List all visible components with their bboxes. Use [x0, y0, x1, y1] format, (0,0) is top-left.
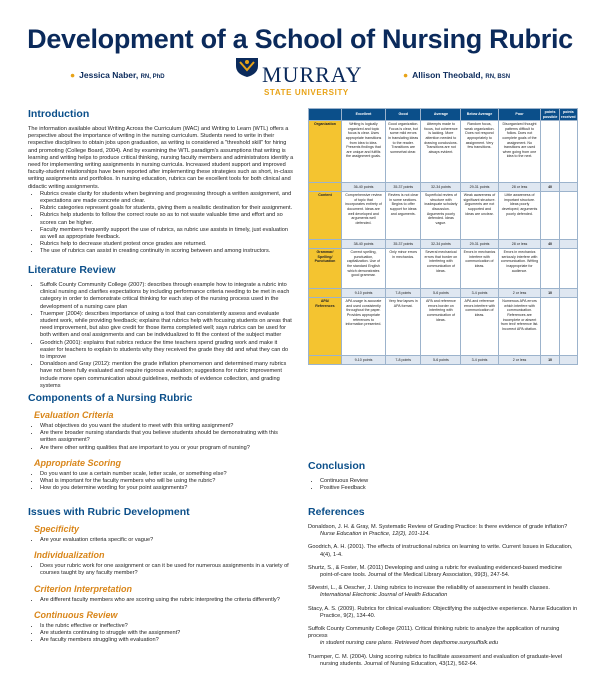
points-cell: 29-31 points — [461, 183, 498, 192]
points-received-cell — [559, 289, 577, 298]
points-cell: 3-4 points — [461, 356, 498, 365]
list-item: • Faculty members frequently support the use of rubrics, as rubric use assists in timely, just evaluation as well as appropriate feedback. — [40, 227, 294, 241]
points-cell: 35-37 points — [385, 183, 421, 192]
points-cell: 36-40 points — [342, 183, 386, 192]
points-cell: 2 or less — [498, 356, 541, 365]
list-item: • Are your evaluation criteria specific or vague? — [40, 537, 294, 544]
rubric-header-cell: Excellent — [342, 109, 386, 121]
list-item: • Does your rubric work for one assignment or can it be used for numerous assignments in a variety of courses taught by any faculty member? — [40, 563, 294, 577]
rubric-criterion-spacer — [309, 240, 342, 249]
references-section — [308, 506, 578, 674]
list-item: • Are faculty members struggling with evaluation? — [40, 637, 294, 644]
reference-item: Donaldson, J. H. & Gray, M. Systematic Review of Grading Practice: Is there evidence of grade inflation? Nurse Education in Practice, 12(2), 101-114. — [308, 524, 568, 538]
criterion-interpretation-heading: Criterion Interpretation — [34, 583, 133, 594]
components-section — [28, 392, 294, 492]
reference-item: Shurtz, S., & Foster, M. (2011) Developing and using a rubric for evaluating evidenced-based medicine point-of-care tools. Journal of the Medical Library Association, 99(3), 247-54. — [308, 564, 562, 579]
list-item: • Is the rubric effective or ineffective? — [40, 623, 294, 630]
appropriate-scoring-list — [28, 471, 294, 493]
rubric-cell: Superficial review of structure with inadequate scholarly discussion. Arguments poorly defended. Ideas vague. — [421, 192, 461, 240]
rubric-cell — [559, 298, 577, 356]
rubric-criterion: Organization — [309, 121, 342, 183]
rubric-cell: Several mechanical errors that border on interfering with communication of ideas. — [421, 249, 461, 289]
list-item: • What objectives do you want the student to meet with this writing assignment? — [40, 423, 294, 430]
rubric-criterion: APA/ References — [309, 298, 342, 356]
rubric-header-cell: points received — [559, 109, 577, 121]
rubric-criterion-spacer — [309, 356, 342, 365]
list-item: • Rubrics help students to follow the correct route so as to not waste valuable time and effort and so scores can be higher. — [40, 212, 294, 226]
points-received-cell — [559, 356, 577, 365]
rubric-cell — [541, 298, 559, 356]
rubric-cell: Very few lapses in APA format. — [385, 298, 421, 356]
poster-title: Development of a School of Nursing Rubric — [27, 24, 573, 54]
rubric-cell: Review is not clear in some sections. Begins to offer support for ideas and arguments. — [385, 192, 421, 240]
list-item: • Are there other writing qualities that are important to you or your program of nursing? — [40, 445, 294, 452]
rubric-criterion-spacer — [309, 289, 342, 298]
rubric-cell: Attempts made to focus, but coherence is lacking. More attention needed to drawing conclusions. Transitions are not always evident. — [421, 121, 461, 183]
rubric-cell: APA and reference errors border on interfering with communication of ideas. — [421, 298, 461, 356]
reference-item: Silvestri, L., & Oescher, J. Using rubrics to increase the reliability of assessment in health classes. International Electronic Journal of Health Education — [308, 585, 550, 599]
rubric-row-content — [309, 192, 578, 240]
points-possible-cell: 40 — [541, 183, 559, 192]
points-cell: 28 or less — [498, 240, 541, 249]
rubric-cell: Weak awareness of significant structure. Arguments are not supported and ideas are unclear. — [461, 192, 498, 240]
list-item: • What is important for the faculty members who will be using the rubric? — [40, 478, 294, 485]
points-received-cell — [559, 183, 577, 192]
rubric-table — [308, 108, 578, 365]
rubric-cell — [541, 192, 559, 240]
logo-wordmark: MURRAY — [262, 62, 363, 87]
right-column — [308, 108, 578, 667]
rubric-cell — [559, 121, 577, 183]
list-item: • Truemper (2004): describes importance of using a tool that can consistently assess and evaluate student work, while providing feedback; explains that rubrics help with focusing students on areas that need improvement, but also give credit for those items completed well; says rubrics can be used for both written and oral assignments and can be individualized to fit the context of the subject matter — [40, 311, 294, 340]
points-received-cell — [559, 240, 577, 249]
rubric-row-organization — [309, 121, 578, 183]
rubric-header-cell: Average — [421, 109, 461, 121]
points-cell: 5-6 points — [421, 289, 461, 298]
list-item: • Positive Feedback — [320, 485, 578, 492]
points-possible-cell: 10 — [541, 289, 559, 298]
points-cell: 9-10 points — [342, 356, 386, 365]
rubric-cell: Comprehensive review of topic that incorporates entirety of document. Ideas are well developed and arguments well defended. — [342, 192, 386, 240]
appropriate-scoring-heading: Appropriate Scoring — [34, 457, 122, 468]
author-theobald: ● Allison Theobald, RN, BSN — [403, 70, 511, 80]
reference-item: Suffolk County Community College (2011). Critical thinking rubric to analyze the application of nursing process in student nursing care plans. Retrieved from depthome.sunysuffolk.edu — [308, 626, 560, 647]
points-cell: 7-8 points — [385, 289, 421, 298]
literature-review-section — [28, 264, 294, 390]
conclusion-list — [308, 478, 578, 492]
rubric-criterion: Grammar/ Spelling/ Punctuation — [309, 249, 342, 289]
literature-list — [28, 282, 294, 390]
reference-item: Goodrich, A. H. (2001). The effects of instructional rubrics on learning to write. Current Issues in Education, 4(4), 1-4. — [308, 544, 573, 558]
rubric-header-cell: points possible — [541, 109, 559, 121]
issues-heading: Issues with Rubric Development — [28, 506, 190, 518]
introduction-list — [28, 191, 294, 256]
rubric-cell: Good organization. Focus is clear, but some mild errors in translating ideas to the reader. Transitions are somewhat clear. — [385, 121, 421, 183]
points-possible-cell: 40 — [541, 240, 559, 249]
rubric-row-grammar — [309, 249, 578, 289]
reference-item: Truemper, C. M. (2004). Using scoring rubrics to facilitate assessment and evaluation of graduate-level nursing students. Journal of Nursing Education, 43(12), 562-64. — [308, 653, 563, 667]
list-item: • The use of rubrics can assist in creating continuity in scoring between and among instructors. — [40, 248, 294, 255]
reference-item: Stacy, A. S. (2009). Rubrics for clinical evaluation: Objectifying the subjective experience. Nurse Education in Practice, 9(2), 134-40. — [308, 605, 578, 619]
rubric-cell: Disorganized thought patterns difficult to follow. Does not complete goals of the assignment. No transitions are used when going from one idea to the next. — [498, 121, 541, 183]
rubric-cell: Little awareness of important structure. Ideas poorly developed; arguments poorly defended. — [498, 192, 541, 240]
criterion-interpretation-list — [28, 597, 294, 604]
list-item: • Are different faculty members who are scoring using the rubric interpreting the criteria differently? — [40, 597, 294, 604]
rubric-cell: APA usage is accurate and used consistently throughout the paper. Provides appropriate references to information presented. — [342, 298, 386, 356]
points-cell: 29-31 points — [461, 240, 498, 249]
rubric-cell — [559, 192, 577, 240]
conclusion-section — [308, 460, 578, 492]
rubric-header-row — [309, 109, 578, 121]
rubric-header-cell: Below Average — [461, 109, 498, 121]
list-item: • Goodrich (2001): explains that rubrics reduce the time teachers spend grading work and make it easier for teachers to explain to students why they received the grade they did and what they can do to improve — [40, 340, 294, 362]
rubric-cell: Only minor errors in mechanics. — [385, 249, 421, 289]
racer-shield-icon — [234, 56, 260, 78]
points-cell: 38-40 points — [342, 240, 386, 249]
bullet-dot-icon: ● — [403, 70, 409, 80]
points-cell: 32-34 points — [421, 240, 461, 249]
points-cell: 32-34 points — [421, 183, 461, 192]
introduction-paragraph: The information available about Writing Across the Curriculum (WAC) and Writing to Learn (WTL) offers a perspective about the importance of writing in the nursing curriculum. Students need to write in their respective disciplines to obtain jobs upon graduation, as writing is considered a "threshold skill" for hiring and promoting (College Board, 2004). And by examining the WTL paradigm's assumptions that writing is learning and writing helps to produce critical thinking, nursing faculty members and administrators identify a need for implementing writing assignments in nursing curricula. Increased student support and improved faculty-student relationships have been reported after implementing these strategies such as short, in-class writing assignments and portfolios. In nursing education, rubrics can be excellent tools for both clinical and didactic writing assignments. — [28, 126, 294, 190]
list-item: • Suffolk County Community College (2007): describes through example how to integrate a rubric into clinical nursing and clarifies expectations by including performance criteria needing to be met in each category in order to demonstrate critical thinking for each step of the nursing process used in the development of a nursing care plan — [40, 282, 294, 311]
bullet-dot-icon: ● — [70, 70, 76, 80]
list-item: • How do you determine wording for your point assignments? — [40, 485, 294, 492]
points-cell: 28 or less — [498, 183, 541, 192]
rubric-cell: Random focus, weak organization. Does not respond appropriately to assignment. Very few transitions. — [461, 121, 498, 183]
list-item: • Are there broader nursing standards that you believe students should be demonstrating with this written assignment? — [40, 430, 294, 444]
evaluation-criteria-heading: Evaluation Criteria — [34, 410, 114, 420]
rubric-cell: Numerous APA errors which interfere with communication. References are incomplete or absent from text/ reference list. Incorrect APA citation. — [498, 298, 541, 356]
introduction-heading: Introduction — [28, 108, 90, 120]
list-item: • Rubrics create clarity for students when beginning and progressing through a written assignment, and expectations are made concrete and clear. — [40, 191, 294, 205]
rubric-cell: Writing is logically organized and topic focus is clear. Uses appropriate transitions from idea to idea. Presents findings that are unique and fulfills the assignment goals. — [342, 121, 386, 183]
points-possible-cell: 10 — [541, 356, 559, 365]
rubric-criterion-spacer — [309, 183, 342, 192]
list-item: • Rubric categories represent goals for students, giving them a realistic destination for their assignment. — [40, 205, 294, 212]
rubric-row-apa — [309, 298, 578, 356]
rubric-points-row — [309, 289, 578, 298]
rubric-criterion: Content — [309, 192, 342, 240]
points-cell: 35-37 points — [385, 240, 421, 249]
rubric-header-cell: Poor — [498, 109, 541, 121]
literature-review-heading: Literature Review — [28, 264, 116, 276]
continuous-review-list — [28, 623, 294, 645]
evaluation-criteria-list — [28, 423, 294, 452]
issues-section — [28, 506, 294, 644]
specificity-heading: Specificity — [34, 524, 80, 534]
rubric-cell: Correct spelling, punctuation, capitalization. Use of the standard English which demonstrates good grammar. — [342, 249, 386, 289]
conclusion-heading: Conclusion — [308, 460, 366, 472]
points-cell: 2 or less — [498, 289, 541, 298]
rubric-points-row — [309, 240, 578, 249]
list-item: • Rubrics help to decrease student protest once grades are returned. — [40, 241, 294, 248]
points-cell: 9-10 points — [342, 289, 386, 298]
list-item: • Donaldson and Gray (2012): mention the grade inflation phenomenon and determined many rubrics have not been fully evaluated and require rigorous evaluation; suggestions for rubric improvement include more open communication about guidelines, methods of evidence collection, and grading systems — [40, 361, 294, 390]
individualization-heading: Individualization — [34, 550, 105, 561]
rubric-header-cell: Good — [385, 109, 421, 121]
rubric-corner-cell — [309, 109, 342, 121]
introduction-section — [28, 108, 294, 256]
points-cell: 3-4 points — [461, 289, 498, 298]
rubric-cell: APA and reference errors interfere with communication of ideas. — [461, 298, 498, 356]
list-item: • Are students continuing to struggle with the assignment? — [40, 630, 294, 637]
rubric-cell — [541, 121, 559, 183]
points-cell: 7-8 points — [385, 356, 421, 365]
individualization-list — [28, 563, 294, 577]
murray-state-logo — [230, 56, 370, 106]
points-cell: 5-6 points — [421, 356, 461, 365]
references-heading: References — [308, 506, 365, 518]
rubric-cell: Errors in mechanics seriously interfere with communication. Writing inappropriate for audience. — [498, 249, 541, 289]
rubric-points-row — [309, 356, 578, 365]
rubric-cell — [541, 249, 559, 289]
continuous-review-heading: Continuous Review — [34, 609, 118, 620]
author-naber: ● Jessica Naber, RN, PhD — [70, 70, 165, 80]
rubric-points-row — [309, 183, 578, 192]
rubric-cell: Errors in mechanics interfere with communication of ideas. — [461, 249, 498, 289]
list-item: • Do you want to use a certain number scale, letter scale, or something else? — [40, 471, 294, 478]
components-heading: Components of a Nursing Rubric — [28, 392, 193, 404]
logo-subtitle: STATE UNIVERSITY — [264, 88, 349, 97]
specificity-list — [28, 537, 294, 544]
list-item: • Continuous Review — [320, 478, 578, 485]
rubric-cell — [559, 249, 577, 289]
